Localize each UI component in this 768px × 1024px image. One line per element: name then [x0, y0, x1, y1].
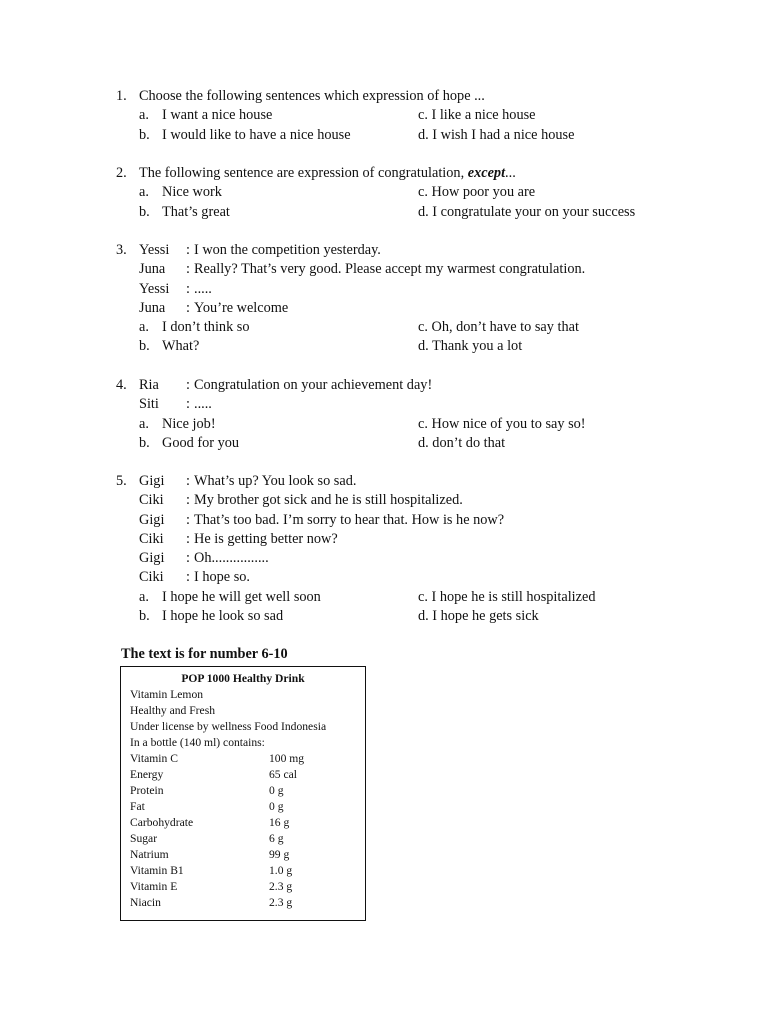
dialogue-line [0, 491, 768, 510]
nutrient-name: Fat [130, 800, 145, 813]
option-c[interactable]: c. How nice of you to say so! [418, 415, 586, 432]
question-2 [0, 164, 768, 222]
question-number: 5. [116, 473, 127, 489]
nutrient-name: Carbohydrate [130, 816, 194, 829]
speaker-name: Ciki [139, 530, 164, 547]
label-line: In a bottle (140 ml) contains: [130, 736, 265, 749]
option-b[interactable]: Good for you [162, 434, 240, 451]
option-row [0, 203, 768, 222]
label-line: Under license by wellness Food Indonesia [130, 720, 327, 733]
dialogue-line [0, 299, 768, 318]
speaker-name: Juna [139, 299, 166, 316]
option-row [0, 106, 768, 125]
question-number: 4. [116, 377, 127, 393]
dialogue-line [0, 568, 768, 587]
nutrient-row [130, 783, 360, 799]
nutrient-row [130, 815, 360, 831]
question-stem [139, 164, 516, 183]
dialogue-text: Congratulation on your achievement day! [194, 377, 433, 393]
dialogue-text: You’re welcome [194, 299, 289, 316]
dialogue-text: I hope so. [194, 569, 250, 586]
option-row [0, 415, 768, 434]
colon: : [186, 261, 190, 278]
nutrient-name: Sugar [130, 832, 158, 845]
dialogue-line [0, 549, 768, 568]
colon: : [186, 280, 190, 297]
speaker-name: Ciki [139, 492, 164, 509]
option-b[interactable]: I hope he look so sad [162, 608, 284, 625]
speaker-name: Yessi [139, 242, 170, 258]
option-c[interactable]: c. I hope he is still hospitalized [418, 588, 596, 605]
nutrient-value: 16 g [269, 816, 290, 829]
dialogue-text: That’s too bad. I’m sorry to hear that. How is he now? [194, 511, 505, 528]
dialogue-text: I won the competition yesterday. [194, 242, 381, 258]
option-d[interactable]: d. I hope he gets sick [418, 608, 539, 625]
colon: : [186, 550, 190, 567]
question-number: 1. [116, 88, 127, 104]
option-letter: a. [139, 184, 149, 201]
dialogue-text: ..... [194, 396, 212, 413]
option-letter: b. [139, 434, 150, 451]
option-row [0, 337, 768, 356]
nutrient-value: 1.0 g [269, 864, 293, 877]
option-a[interactable]: Nice work [162, 184, 222, 201]
nutrient-value: 0 g [269, 800, 284, 813]
dialogue-line [0, 376, 768, 395]
section-heading: The text is for number 6-10 [121, 646, 288, 662]
option-a[interactable]: I don’t think so [162, 319, 250, 336]
dialogue-line [0, 260, 768, 279]
option-d[interactable]: d. don’t do that [418, 434, 506, 451]
dialogue-line [0, 530, 768, 549]
option-b[interactable]: I would like to have a nice house [162, 126, 351, 143]
nutrient-row [130, 863, 360, 879]
option-d[interactable]: d. Thank you a lot [418, 338, 523, 355]
dialogue-text: He is getting better now? [194, 530, 338, 547]
dialogue-text: Really? That’s very good. Please accept my warmest congratulation. [194, 261, 586, 278]
option-letter: a. [139, 415, 149, 432]
speaker-name: Ciki [139, 569, 164, 586]
colon: : [186, 569, 190, 586]
option-c[interactable]: c. I like a nice house [418, 107, 536, 124]
option-row [0, 607, 768, 626]
nutrient-row [130, 879, 360, 895]
option-letter: a. [139, 319, 149, 336]
option-c[interactable]: c. Oh, don’t have to say that [418, 319, 579, 336]
option-row [0, 126, 768, 145]
question-4 [0, 376, 768, 453]
option-d[interactable]: d. I wish I had a nice house [418, 126, 575, 143]
nutrient-row [130, 831, 360, 847]
label-line: Healthy and Fresh [130, 704, 216, 717]
nutrient-name: Vitamin B1 [130, 864, 184, 877]
question-number: 2. [116, 165, 127, 181]
dialogue-line [0, 280, 768, 299]
speaker-name: Ria [139, 377, 159, 393]
dialogue-line [0, 241, 768, 260]
colon: : [186, 511, 190, 528]
option-letter: a. [139, 107, 149, 124]
option-a[interactable]: Nice job! [162, 415, 216, 432]
nutrient-value: 2.3 g [269, 880, 293, 893]
colon: : [186, 396, 190, 413]
nutrient-row [130, 799, 360, 815]
option-a[interactable]: I hope he will get well soon [162, 588, 321, 605]
question-3 [0, 241, 768, 357]
speaker-name: Yessi [139, 280, 170, 297]
speaker-name: Gigi [139, 550, 165, 567]
option-row [0, 183, 768, 202]
product-title: POP 1000 Healthy Drink [181, 672, 305, 685]
dialogue-text: My brother got sick and he is still hospitalized. [194, 492, 463, 509]
speaker-name: Gigi [139, 473, 165, 489]
label-line: Vitamin Lemon [130, 688, 204, 701]
dialogue-line [0, 511, 768, 530]
stem-text: The following sentence are expression of congratulation, [139, 165, 465, 181]
question-number: 3. [116, 242, 127, 258]
nutrient-row [130, 895, 360, 911]
nutrient-value: 100 mg [269, 752, 305, 765]
option-c[interactable]: c. How poor you are [418, 184, 536, 201]
option-letter: b. [139, 126, 150, 143]
colon: : [186, 242, 190, 258]
option-letter: b. [139, 203, 150, 220]
dialogue-line [0, 395, 768, 414]
option-a[interactable]: I want a nice house [162, 107, 273, 124]
nutrient-row [130, 847, 360, 863]
nutrient-value: 99 g [269, 848, 290, 861]
colon: : [186, 492, 190, 509]
speaker-name: Gigi [139, 511, 165, 528]
nutrient-name: Energy [130, 768, 164, 781]
colon: : [186, 377, 190, 393]
dialogue-text: ..... [194, 280, 212, 297]
nutrient-row [130, 751, 360, 767]
nutrient-value: 0 g [269, 784, 284, 797]
stem-end: ... [505, 165, 516, 181]
option-row [0, 434, 768, 453]
stem-emphasis: except [467, 165, 506, 181]
option-row [0, 588, 768, 607]
nutrient-name: Niacin [130, 896, 161, 909]
nutrient-name: Vitamin E [130, 880, 178, 893]
dialogue-text: Oh................ [194, 550, 269, 567]
nutrient-row [130, 767, 360, 783]
colon: : [186, 530, 190, 547]
option-b[interactable]: That’s great [162, 203, 230, 220]
nutrient-name: Vitamin C [130, 752, 178, 765]
option-row [0, 318, 768, 337]
product-label-box [120, 666, 366, 921]
option-letter: b. [139, 608, 150, 625]
colon: : [186, 299, 190, 316]
dialogue-text: What’s up? You look so sad. [194, 473, 357, 489]
question-stem: Choose the following sentences which expression of hope ... [139, 88, 485, 104]
option-d[interactable]: d. I congratulate your on your success [418, 203, 636, 220]
question-5 [0, 472, 768, 626]
speaker-name: Juna [139, 261, 166, 278]
nutrient-name: Natrium [130, 848, 169, 861]
colon: : [186, 473, 190, 489]
speaker-name: Siti [139, 396, 159, 413]
question-1 [0, 87, 768, 145]
dialogue-line [0, 472, 768, 491]
nutrient-value: 65 cal [269, 768, 298, 781]
option-letter: a. [139, 588, 149, 605]
option-b[interactable]: What? [162, 338, 200, 355]
nutrient-value: 2.3 g [269, 896, 293, 909]
nutrient-value: 6 g [269, 832, 284, 845]
nutrient-name: Protein [130, 784, 164, 797]
option-letter: b. [139, 338, 150, 355]
